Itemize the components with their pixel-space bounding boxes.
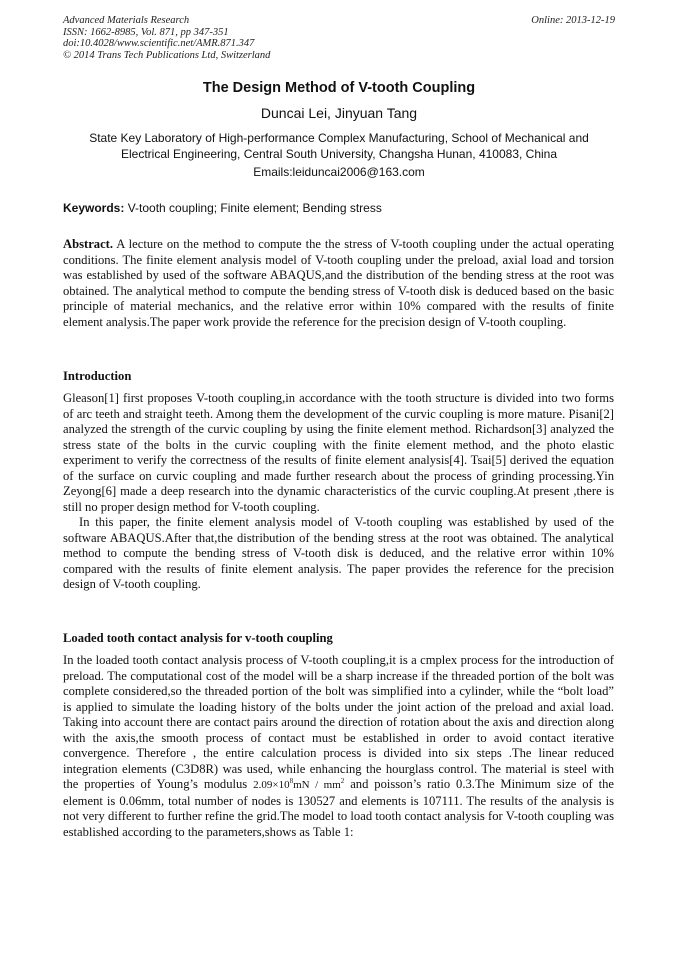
online-date: Online: 2013-12-19 (531, 15, 615, 26)
affiliation: State Key Laboratory of High-performance Complex Manufacturing, School of Mechanical and Electrical Engineering, Central South University, Changsha Hunan, 410083, China (89, 131, 589, 161)
introduction-body (63, 391, 614, 593)
youngs-modulus-formula: $2.09\times 10^8mN / mm^2$ (253, 777, 345, 791)
paper-title: The Design Method of V-tooth Coupling (202, 80, 476, 96)
introduction-paragraph-1: Gleason[1] first proposes V-tooth coupling,in accordance with the tooth structure is divided into two forms of arc teeth and straight teeth. Among them the development of the curvic coupling is more mature. Pisani[2] analyzed the strength of the curvic coupling by using the finite element method. Richardson[3] analyzed the stress state of the bolts in the curvic coupling with the finite element method, and the photo elastic experiment to verify the correctness of the results of finite element analysis[4]. Tsai[5] derived the equation of the surface on curvic coupling and made further research about the process of grinding processing.Yin Zeyong[6] made a deep research into the dynamic characteristics of the curvic coupling.At present ,there is still no proper design method for V-tooth coupling. (63, 391, 614, 514)
doi-line: doi:10.4028/www.scientific.net/AMR.871.347 (63, 38, 255, 49)
loaded-contact-heading: Loaded tooth contact analysis for v-tooth coupling (63, 631, 333, 645)
introduction-paragraph-2: In this paper, the finite element analysis model of V-tooth coupling was established by used of the software ABAQUS.After that,the distribution of the bending stress at the root was obtained. The analytical method to compute the bending stress of V-tooth disk is deduced, and the relative error within 10% compared with the results of finite element analysis. The paper provides the reference for the precision design of V-tooth coupling. (63, 515, 614, 591)
authors: Duncai Lei, Jinyuan Tang (260, 105, 418, 121)
loaded-contact-text-2: and poisson’s ratio 0.3.The Minimum size of the element is 0.06mm, total number of nodes is 130527 and elements is 107111. The results of the analysis is not very different to further refine the grid.The model to load tooth contact analysis for V-tooth coupling was established according to the parameters,shows as Table 1: (63, 777, 614, 839)
abstract-text: A lecture on the method to compute the the stress of V-tooth coupling under the actual operating conditions. The finite element analysis model of V-tooth coupling under the preload, axial load and torsion was established by used of the software ABAQUS,and the distribution of the bending stress at the root was obtained. The analytical method to compute the bending stress of V-tooth disk is deduced based on the basic principle of material mechanics, and the relative error within 10% compared with the results of finite element analysis.The paper work provide the reference for the precision design of V-tooth coupling. (63, 237, 614, 329)
email: Emails:leiduncai2006@163.com (253, 165, 425, 179)
keywords-text: V-tooth coupling; Finite element; Bending stress (124, 201, 382, 215)
keywords-label: Keywords: (63, 201, 125, 215)
introduction-heading: Introduction (63, 369, 132, 383)
loaded-contact-text-1: In the loaded tooth contact analysis process of V-tooth coupling,it is a cmplex process for the introduction of preload. The computational cost of the model will be a sharp increase if the threaded portion of the bolt was complete considered,so the threaded portion of the bolt was simplified into a cylinder, while the “bolt load” is applied to simulate the loading history of the bolts under the joint action of the preload and axial load. Taking into account there are contact pairs around the direction of rotation about the axis and direction along with the axis,the smooth process of contact must be established in order to avoid contact iterative convergence. Therefore , the entire calculation process is divided into six steps .The linear reduced integration elements (C3D8R) was used, while enhancing the hourglass control. The material is steel with the properties of Young’s modulus (63, 653, 614, 791)
issn-line: ISSN: 1662-8985, Vol. 871, pp 347-351 (63, 26, 229, 38)
abstract-label: Abstract. (63, 237, 114, 251)
journal-name: Advanced Materials Research (63, 15, 190, 26)
copyright-line: © 2014 Trans Tech Publications Ltd, Switzerland (63, 49, 271, 61)
abstract (63, 237, 614, 330)
journal-header (63, 15, 615, 61)
loaded-contact-paragraph (63, 653, 614, 840)
loaded-contact-body (63, 653, 614, 840)
keywords (63, 201, 615, 215)
